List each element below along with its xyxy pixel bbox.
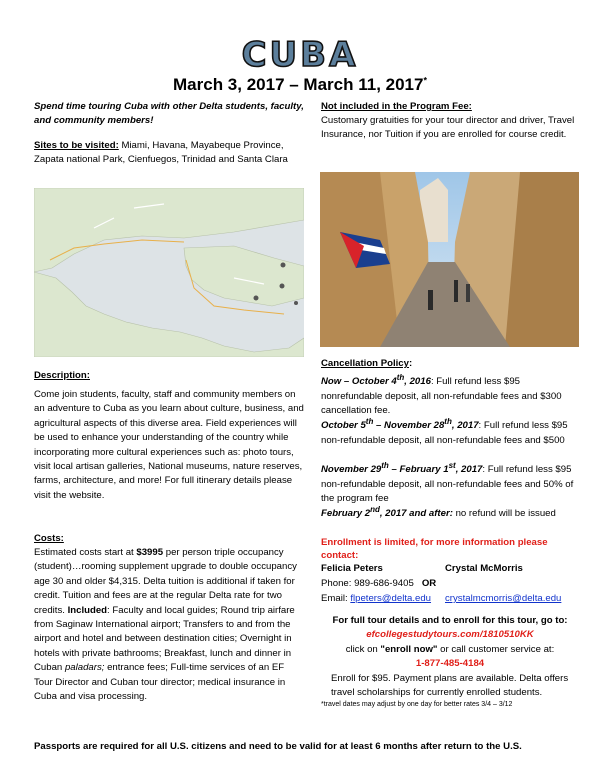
tour-phone: 1-877-485-4184 <box>415 658 485 670</box>
sites-text: Miami, Havana, Mayabeque Province, Zapata national Park, Cienfuegos, Trinidad and Santa Clara <box>34 140 288 166</box>
havana-photo-graphic <box>320 172 579 347</box>
click-pre: click on <box>345 643 381 655</box>
trip-dates-mark: * <box>423 75 427 86</box>
costs-text <box>34 546 304 704</box>
cuba-map <box>34 188 304 357</box>
tour-url[interactable]: efcollegestudytours.com/1810510KK <box>366 629 534 641</box>
cancellation-heading: Cancellation Policy <box>321 358 409 369</box>
cancel-4-tail: , 2017 and after: <box>379 508 453 520</box>
cancellation-item <box>321 372 579 418</box>
cancel-1-text: : Full refund less $95 nonrefundable deposit, all non-refundable fees and $300 cancellation fee. <box>321 376 562 416</box>
email1-link[interactable]: flpeters@delta.edu <box>350 593 432 604</box>
cancel-1-sup: th <box>396 373 405 382</box>
contact1-name: Felicia Peters <box>321 563 383 574</box>
costs-paladars: paladars; <box>64 662 105 674</box>
trip-dates <box>0 74 600 96</box>
description-heading: Description: <box>34 370 90 381</box>
click-post: or call customer service at: <box>437 643 555 655</box>
costs-p3: : Faculty and local guides; Round trip airfare from Saginaw International airport; Transfers to and from the airport and hotel and between destination cities; Overnight in hotels with private bathrooms; Breakfast, lunch and dinner in Cuban <box>34 604 295 674</box>
costs-heading: Costs: <box>34 533 64 544</box>
cancel-2-text: : Full refund less $95 non-refundable deposit, all non-refundable fees and $500 <box>321 420 568 446</box>
not-included-heading: Not included in the Program Fee: <box>321 101 472 112</box>
passport-footer: Passports are required for all U.S. citizens and need to be valid for at least 6 months after return to the U.S. <box>34 741 522 752</box>
cancel-2-mid: – November 28 <box>373 420 445 432</box>
costs-heading-wrap <box>34 532 304 546</box>
contact-phone <box>321 577 579 591</box>
cancel-2-sup: th <box>365 417 374 426</box>
cancel-3-sup: th <box>381 461 389 470</box>
contact2-name: Crystal McMorris <box>445 563 523 574</box>
title-text: CUBA <box>241 35 359 75</box>
costs-p2: per person triple occupancy (student)…rooming supplement upgrade to double occupancy age 30 and older $4,315. Delta tuition is additional if taken for credit. Tuition and fees are at the regular Delta rate for two credits. <box>34 547 297 616</box>
sites-section <box>34 139 304 168</box>
enroll-now-label: "enroll now" <box>380 643 438 655</box>
cancel-1-tail: , 2016 <box>404 376 431 388</box>
enrollment-notice: Enrollment is limited, for more information please contact: <box>321 537 548 562</box>
contact-names <box>321 562 579 576</box>
cancel-4-sup: nd <box>370 505 380 514</box>
cancellation-colon: : <box>408 358 413 369</box>
contact-emails <box>321 592 591 606</box>
email-label: Email: <box>321 593 351 604</box>
havana-photo <box>320 172 579 347</box>
cancel-2-period: October 5 <box>321 420 366 432</box>
cancel-1-period: Now – October 4 <box>321 376 397 388</box>
costs-included-label: Included <box>67 604 108 616</box>
costs-p4: entrance fees; Full-time services of an EF Tour Director and Cuban tour director; medical insurance in Cuba and visa processing. <box>34 662 286 702</box>
cancel-3-mid: – February 1 <box>388 464 449 476</box>
cancel-4-period: February 2 <box>321 508 371 520</box>
costs-price: $3995 <box>136 547 164 558</box>
tour-block <box>321 614 579 710</box>
not-included-text: Customary gratuities for your tour director and driver, Travel Insurance, nor Tuition if you are enrolled for course credit. <box>321 115 575 141</box>
cancel-3-sup2: st <box>448 461 456 470</box>
enroll-text: Enroll for $95. Payment plans are available. Delta offers travel scholarships for currently enrolled students. <box>331 672 569 698</box>
tour-heading: For full tour details and to enroll for this tour, go to: <box>332 615 568 626</box>
cancellation-heading-wrap <box>321 357 579 371</box>
or-label: OR <box>421 578 437 589</box>
cancel-3-tail: , 2017 <box>455 464 483 476</box>
cancellation-item <box>321 460 579 506</box>
cancel-3-period: November 29 <box>321 464 382 476</box>
not-included-heading-wrap <box>321 100 579 114</box>
description-text: Come join students, faculty, staff and community members on an adventure to Cuba as you learn about culture, business, and agricultural aspects of this diverse area. Field experiences will be used to enhance your understanding of the country while incorporating more cultural experiences such as: photo tours, visit local artisan galleries, National museums, nature reserves, farms, architecture, and more! For full itinerary details please visit the website. <box>34 389 304 501</box>
travel-note: *travel dates may adjust by one day for better rates 3/4 – 3/12 <box>321 701 513 709</box>
intro-text: Spend time touring Cuba with other Delta students, faculty, and community members! <box>34 101 304 127</box>
cancel-3-text: : Full refund less $95 non-refundable deposit, all non-refundable fees and 50% of the program fee <box>321 464 574 504</box>
cancellation-item <box>321 416 579 448</box>
sites-heading: Sites to be visited: <box>34 140 119 151</box>
tour-click-line <box>321 643 579 657</box>
cancellation-item <box>321 504 579 522</box>
description-heading-wrap <box>34 369 304 383</box>
trip-dates-text: March 3, 2017 – March 11, 2017 <box>173 75 424 94</box>
cancel-2-sup2: th <box>444 417 452 426</box>
phone-label: Phone: 989-686-9405 <box>321 578 414 589</box>
cancel-2-tail: , 2017 <box>451 420 479 432</box>
cancel-4-text: no refund will be issued <box>452 508 556 520</box>
costs-p1: Estimated costs start at <box>34 547 137 558</box>
map-graphic <box>34 188 304 357</box>
email2-link[interactable]: crystalmcmorris@delta.edu <box>445 593 562 604</box>
